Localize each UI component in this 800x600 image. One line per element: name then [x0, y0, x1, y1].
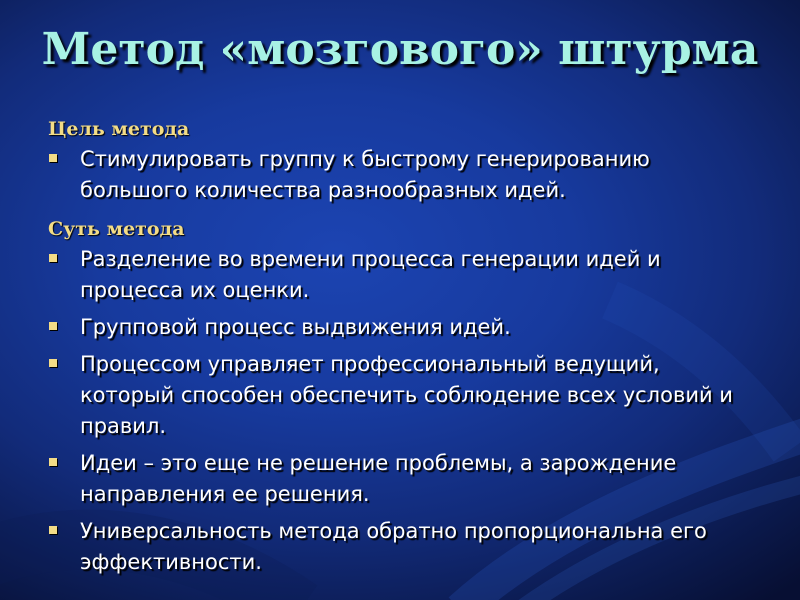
bullet-text: Универсальность метода обратно пропорциональна его эффективности. — [80, 519, 707, 574]
square-bullet-icon — [49, 359, 57, 367]
slide-title: Метод «мозгового» штурма — [41, 24, 759, 75]
square-bullet-icon — [49, 254, 57, 262]
square-bullet-icon — [49, 458, 57, 466]
section-heading-goal: Цель метода — [48, 118, 190, 140]
bullet-text: Процессом управляет профессиональный ведущий, который способен обеспечить соблюдение всех условий и правил. — [80, 352, 733, 438]
list-item — [48, 516, 760, 578]
slide-content — [48, 114, 760, 586]
list-item — [48, 349, 760, 442]
bullet-list-essence — [48, 244, 760, 578]
square-bullet-icon — [49, 322, 57, 330]
square-bullet-icon — [49, 526, 57, 534]
bullet-text: Групповой процесс выдвижения идей. — [80, 315, 511, 339]
bullet-text: Идеи – это еще не решение проблемы, а зарождение направления ее решения. — [80, 451, 677, 506]
list-item — [48, 244, 760, 306]
section-essence — [48, 214, 760, 578]
section-heading-essence: Суть метода — [48, 218, 185, 240]
list-item — [48, 312, 760, 343]
list-item — [48, 144, 760, 206]
bullet-text: Разделение во времени процесса генерации идей и процесса их оценки. — [80, 247, 661, 302]
bullet-text: Стимулировать группу к быстрому генерированию большого количества разнообразных идей. — [80, 147, 650, 202]
list-item — [48, 448, 760, 510]
bullet-list-goal — [48, 144, 760, 206]
section-goal — [48, 114, 760, 206]
square-bullet-icon — [49, 154, 57, 162]
